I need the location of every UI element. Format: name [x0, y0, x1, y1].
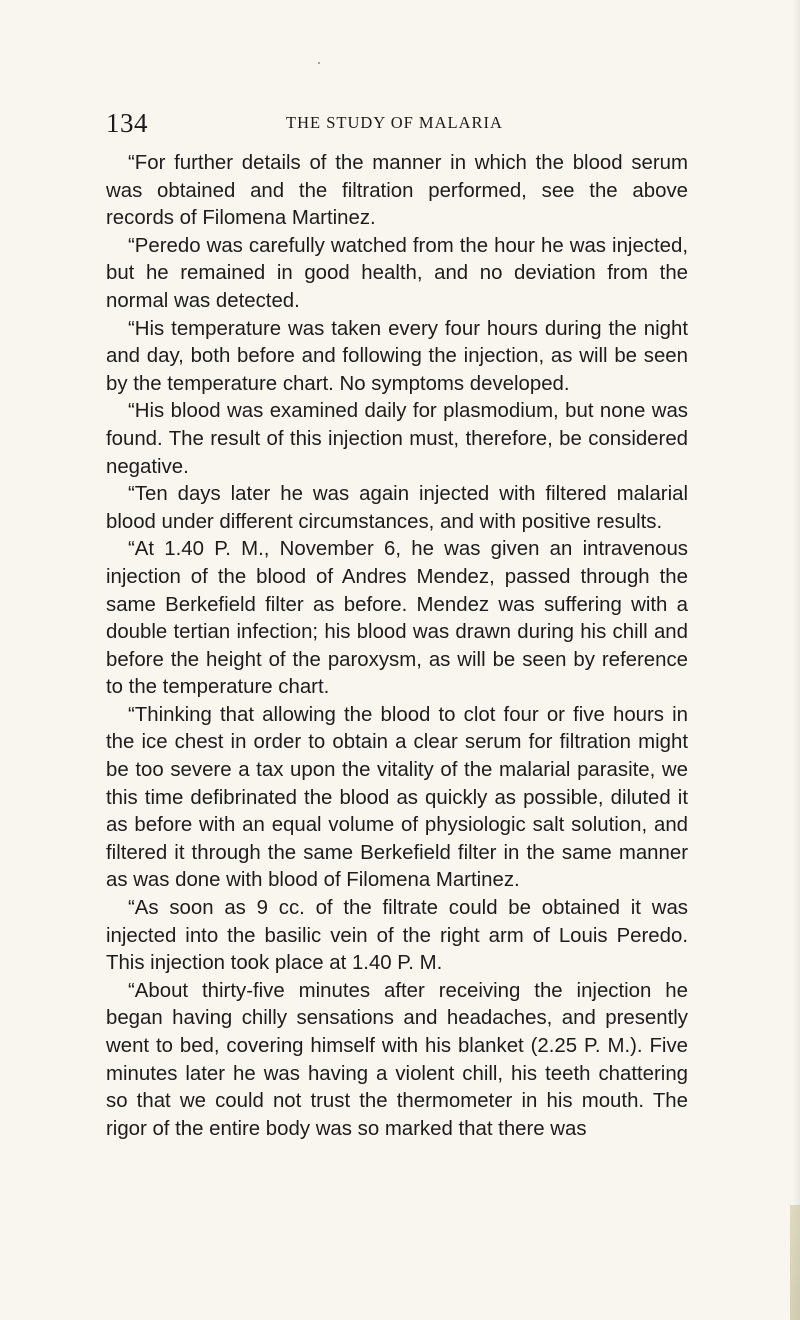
- page-edge-stain: [790, 1205, 800, 1320]
- paper-speck: [318, 62, 320, 64]
- paragraph: “Peredo was carefully watched from the hour he was injected, but he remained in good health, and no deviation from the normal was detected.: [106, 234, 688, 312]
- paragraph: “Ten days later he was again injected with filtered malarial blood under different circumstances, and with positive results.: [106, 483, 688, 533]
- running-head: THE STUDY OF MALARIA: [286, 113, 503, 132]
- page-number: 134: [106, 108, 148, 138]
- paragraph: “His temperature was taken every four hours during the night and day, both before and following the injection, as will be seen by the temperature chart. No symptoms developed.: [106, 317, 688, 395]
- paragraph: “About thirty-five minutes after receiving the injection he began having chilly sensations and headaches, and presently went to bed, covering himself with his blanket (2.25 P. M.). Five minutes later he was having a violent chill, his teeth chattering so that we could not trust the thermometer in his mouth. The rigor of the entire body was so marked that there was: [106, 979, 688, 1140]
- paragraph: “For further details of the manner in which the blood serum was obtained and the filtration performed, see the above records of Filomena Martinez.: [106, 152, 688, 230]
- paragraph: “As soon as 9 cc. of the filtrate could be obtained it was injected into the basilic vein of the right arm of Louis Peredo. This injection took place at 1.40 P. M.: [106, 897, 688, 975]
- paragraph: “Thinking that allowing the blood to clot four or five hours in the ice chest in order to obtain a clear serum for filtration might be too severe a tax upon the vitality of the malarial parasite, we this time defibrinated the blood as quickly as possible, diluted it as before with an equal volume of physiologic salt solution, and filtered it through the same Berkefield filter in the same manner as was done with blood of Filomena Martinez.: [106, 703, 688, 892]
- page-spine-shadow: [792, 0, 800, 1320]
- paragraph: “His blood was examined daily for plasmodium, but none was found. The result of this injection must, therefore, be considered negative.: [106, 400, 688, 478]
- body-text: [106, 150, 688, 1143]
- paragraph: “At 1.40 P. M., November 6, he was given an intravenous injection of the blood of Andres Mendez, passed through the same Berkefield filter as before. Mendez was suffering with a double tertian infection; his blood was drawn during his chill and before the height of the paroxysm, as will be seen by reference to the temperature chart.: [106, 538, 688, 699]
- page-header: [106, 103, 706, 143]
